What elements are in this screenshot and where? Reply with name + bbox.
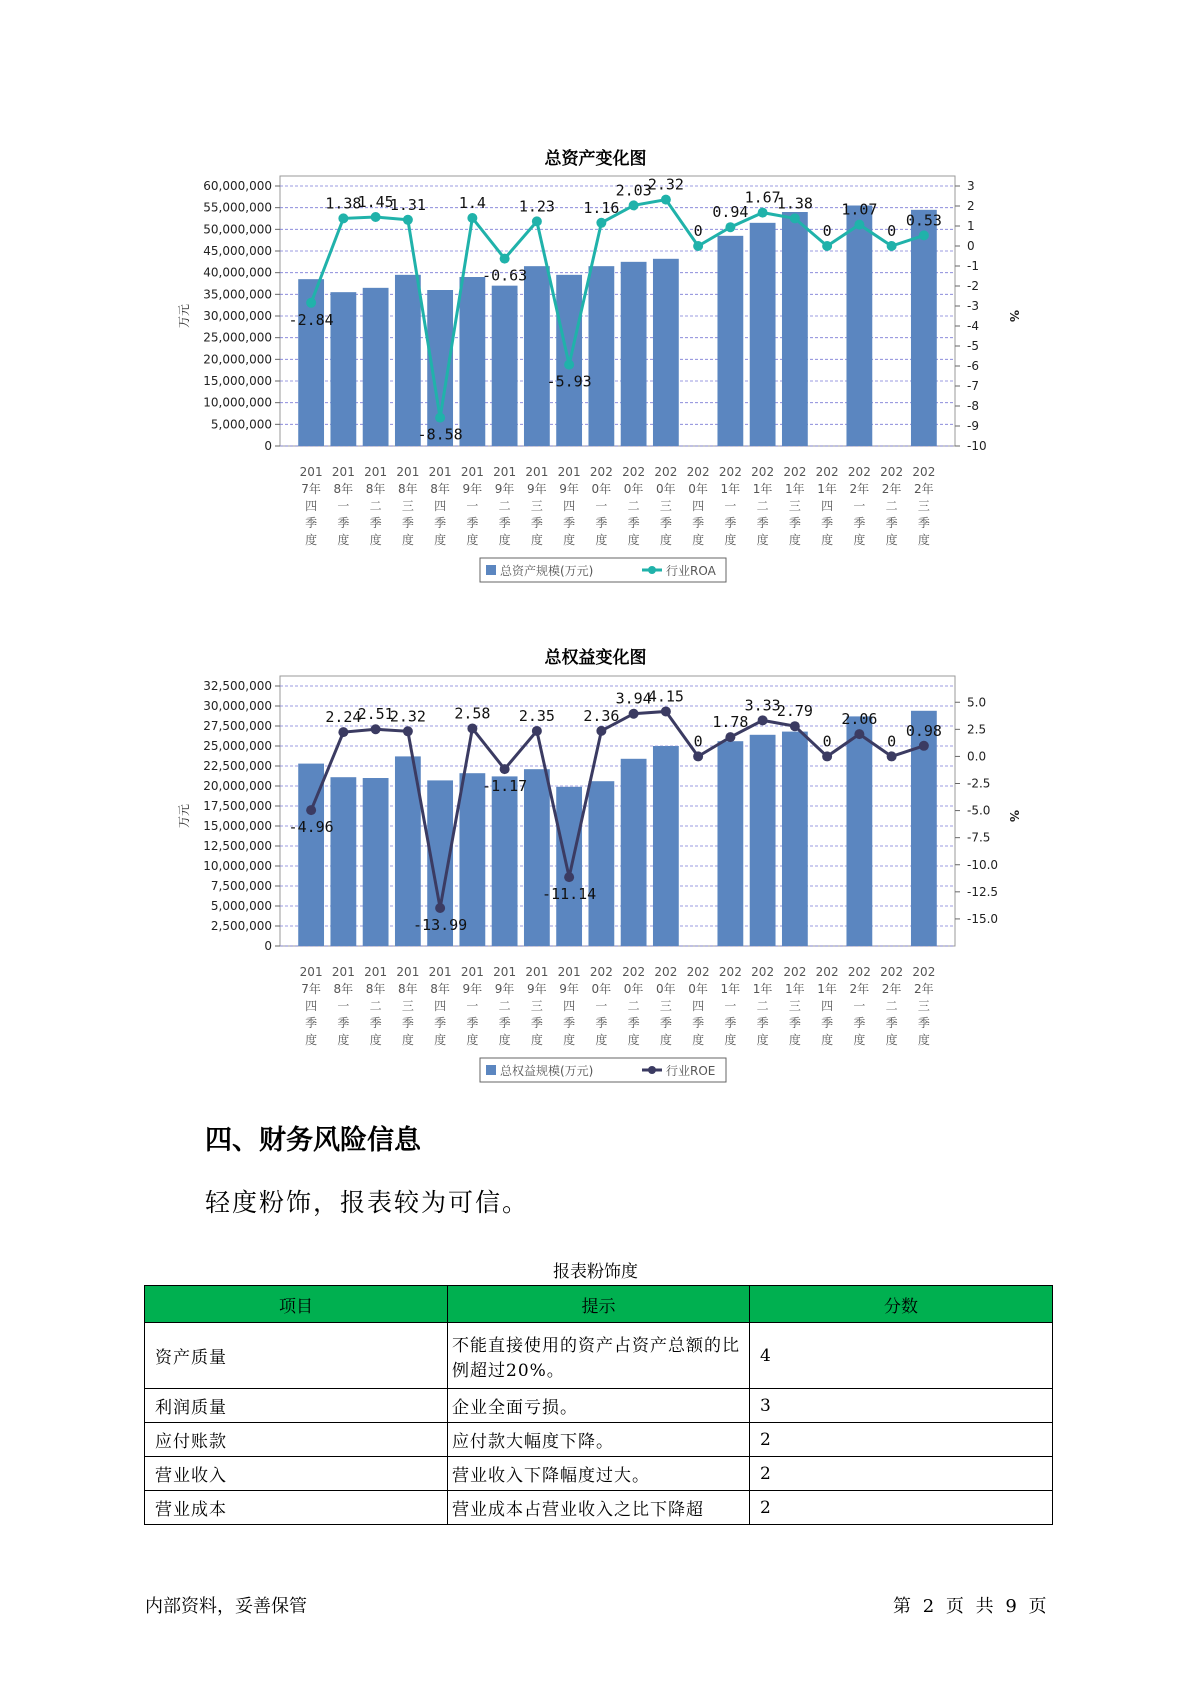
data-point bbox=[435, 413, 445, 423]
data-label: 1.78 bbox=[712, 713, 749, 732]
data-label: -13.99 bbox=[413, 915, 468, 934]
bar bbox=[395, 275, 421, 446]
risk-table bbox=[144, 1285, 1053, 1525]
x-tick-label: 201 9年三季度 bbox=[525, 465, 549, 547]
row-score: 2 bbox=[750, 1491, 1053, 1525]
data-point bbox=[661, 706, 671, 716]
x-tick-label: 201 9年三季度 bbox=[525, 965, 549, 1047]
data-label: -1.17 bbox=[482, 777, 528, 796]
row-hint: 营业成本占营业收入之比下降超 bbox=[448, 1491, 750, 1525]
y2-tick-label: -9 bbox=[967, 419, 979, 433]
bar bbox=[846, 206, 872, 447]
y-axis-title: 万元 bbox=[177, 803, 191, 829]
data-label: 2.35 bbox=[518, 706, 555, 725]
x-tick-label: 202 0年一季度 bbox=[589, 965, 613, 1047]
data-label: 0 bbox=[822, 222, 832, 240]
row-item: 利润质量 bbox=[145, 1389, 448, 1423]
data-point bbox=[758, 208, 768, 218]
data-point bbox=[854, 220, 864, 230]
x-tick-label: 202 0年四季度 bbox=[686, 965, 710, 1047]
asset-chart-title: 总资产变化图 bbox=[544, 149, 647, 169]
equity-chart bbox=[0, 670, 1191, 1100]
y-tick-label: 0 bbox=[264, 439, 272, 453]
y2-tick-label: 0 bbox=[967, 239, 975, 253]
x-tick-label: 202 1年二季度 bbox=[751, 465, 775, 547]
table-row bbox=[145, 1491, 1053, 1525]
table-row bbox=[145, 1457, 1053, 1491]
data-point bbox=[338, 727, 348, 737]
x-tick-label: 201 8年四季度 bbox=[428, 965, 452, 1047]
x-tick-label: 202 1年二季度 bbox=[751, 965, 775, 1047]
bar bbox=[653, 746, 679, 946]
data-point bbox=[403, 726, 413, 736]
row-hint: 营业收入下降幅度过大。 bbox=[448, 1457, 750, 1491]
data-point bbox=[564, 360, 574, 370]
legend-bar-label: 总权益规模(万元) bbox=[500, 1064, 594, 1078]
footer-left: 内部资料，妥善保管 bbox=[145, 1596, 307, 1617]
data-point bbox=[596, 218, 606, 228]
y-tick-label: 7,500,000 bbox=[210, 879, 272, 893]
data-point bbox=[532, 216, 542, 226]
data-label: 2.32 bbox=[647, 175, 684, 194]
x-tick-label: 202 0年三季度 bbox=[654, 965, 678, 1047]
data-label: 1.4 bbox=[458, 194, 486, 212]
bar bbox=[330, 777, 356, 946]
data-label: 1.31 bbox=[389, 195, 426, 214]
y2-axis-title: % bbox=[1007, 309, 1021, 323]
data-label: 2.79 bbox=[776, 702, 813, 721]
y-tick-label: 50,000,000 bbox=[203, 222, 272, 237]
data-point bbox=[532, 726, 542, 736]
y2-tick-label: 0.0 bbox=[967, 749, 987, 764]
data-label: 0.98 bbox=[905, 721, 942, 740]
legend-line-label: 行业ROA bbox=[666, 564, 716, 578]
row-hint: 不能直接使用的资产占资产总额的比例超过20%。 bbox=[448, 1323, 750, 1389]
data-point bbox=[693, 241, 703, 251]
y2-tick-label: 2.5 bbox=[967, 722, 987, 737]
x-tick-label: 201 8年一季度 bbox=[331, 965, 355, 1047]
y2-tick-label: -1 bbox=[967, 259, 979, 273]
data-label: 2.36 bbox=[583, 706, 620, 725]
data-point bbox=[306, 298, 316, 308]
header-hint: 提示 bbox=[448, 1286, 750, 1323]
bar bbox=[717, 741, 743, 946]
data-label: 0 bbox=[693, 222, 703, 240]
row-score: 2 bbox=[750, 1457, 1053, 1491]
row-score: 2 bbox=[750, 1423, 1053, 1457]
x-tick-label: 202 1年三季度 bbox=[783, 965, 807, 1047]
data-label: 0 bbox=[822, 732, 832, 751]
row-item: 营业成本 bbox=[145, 1491, 448, 1525]
bar bbox=[363, 288, 389, 446]
row-score: 3 bbox=[750, 1389, 1053, 1423]
data-label: 1.45 bbox=[357, 193, 394, 211]
y-axis-title: 万元 bbox=[177, 303, 191, 329]
legend-line-marker bbox=[648, 566, 656, 574]
footer-page-number: 第 2 页 共 9 页 bbox=[893, 1596, 1047, 1617]
data-point bbox=[500, 254, 510, 264]
x-tick-label: 202 0年二季度 bbox=[622, 965, 646, 1047]
data-point bbox=[467, 723, 477, 733]
data-point bbox=[371, 724, 381, 734]
data-point bbox=[790, 721, 800, 731]
y-tick-label: 30,000,000 bbox=[203, 309, 272, 323]
x-tick-label: 201 7年四季度 bbox=[299, 965, 323, 1047]
data-point bbox=[693, 751, 703, 761]
y2-tick-label: -10 bbox=[967, 439, 987, 453]
data-label: 2.32 bbox=[389, 707, 426, 726]
data-point bbox=[306, 805, 316, 815]
x-tick-label: 201 7年四季度 bbox=[299, 465, 323, 547]
header-score: 分数 bbox=[750, 1286, 1053, 1323]
row-item: 资产质量 bbox=[145, 1323, 448, 1389]
data-label: 2.06 bbox=[841, 710, 878, 729]
row-hint: 应付款大幅度下降。 bbox=[448, 1423, 750, 1457]
x-tick-label: 201 8年一季度 bbox=[331, 465, 355, 547]
bar bbox=[653, 259, 679, 446]
data-point bbox=[596, 726, 606, 736]
y-tick-label: 40,000,000 bbox=[203, 265, 272, 280]
data-point bbox=[822, 751, 832, 761]
y-tick-label: 17,500,000 bbox=[203, 799, 272, 813]
x-tick-label: 201 9年二季度 bbox=[493, 965, 517, 1047]
y-tick-label: 22,500,000 bbox=[203, 759, 272, 773]
data-label: 0.94 bbox=[712, 203, 749, 222]
x-tick-label: 201 9年一季度 bbox=[460, 965, 484, 1047]
data-label: 1.23 bbox=[518, 197, 555, 216]
y2-tick-label: -2.5 bbox=[967, 776, 991, 791]
x-tick-label: 202 1年三季度 bbox=[783, 465, 807, 547]
table-caption: 报表粉饰度 bbox=[553, 1262, 638, 1282]
y-tick-label: 32,500,000 bbox=[203, 679, 272, 693]
y-tick-label: 0 bbox=[264, 939, 272, 953]
y-tick-label: 5,000,000 bbox=[210, 417, 272, 432]
data-label: 0 bbox=[887, 222, 897, 240]
data-point bbox=[790, 213, 800, 223]
data-point bbox=[887, 751, 897, 761]
data-label: 1.07 bbox=[841, 200, 878, 219]
data-point bbox=[500, 764, 510, 774]
data-label: 0 bbox=[887, 732, 897, 751]
y-tick-label: 12,500,000 bbox=[203, 839, 272, 853]
table-header-row bbox=[145, 1286, 1053, 1323]
data-label: 0 bbox=[693, 732, 703, 751]
y2-tick-label: 2 bbox=[967, 199, 975, 213]
y-tick-label: 27,500,000 bbox=[203, 719, 272, 733]
x-tick-label: 201 8年三季度 bbox=[396, 965, 420, 1047]
legend-bar-label: 总资产规模(万元) bbox=[500, 564, 594, 578]
y-tick-label: 20,000,000 bbox=[203, 779, 272, 793]
data-point bbox=[725, 732, 735, 742]
section-heading: 四、财务风险信息 bbox=[205, 1125, 421, 1156]
data-point bbox=[887, 241, 897, 251]
y2-tick-label: -5 bbox=[967, 339, 979, 353]
y2-tick-label: -2 bbox=[967, 279, 979, 293]
legend-line-label: 行业ROE bbox=[666, 1064, 716, 1078]
data-label: 2.51 bbox=[357, 705, 394, 724]
x-tick-label: 201 8年二季度 bbox=[364, 465, 388, 547]
y-tick-label: 2,500,000 bbox=[210, 919, 272, 933]
data-point bbox=[564, 872, 574, 882]
data-point bbox=[919, 230, 929, 240]
data-point bbox=[403, 215, 413, 225]
data-point bbox=[629, 200, 639, 210]
x-tick-label: 202 2年一季度 bbox=[847, 965, 871, 1047]
y-tick-label: 25,000,000 bbox=[203, 739, 272, 753]
bar bbox=[330, 292, 356, 446]
data-point bbox=[629, 709, 639, 719]
x-tick-label: 202 1年四季度 bbox=[815, 965, 839, 1047]
data-label: -5.93 bbox=[546, 372, 592, 391]
data-point bbox=[371, 212, 381, 222]
data-label: 2.24 bbox=[325, 708, 362, 727]
x-tick-label: 202 0年四季度 bbox=[686, 465, 710, 547]
x-tick-label: 201 9年四季度 bbox=[557, 965, 581, 1047]
data-point bbox=[919, 741, 929, 751]
bar bbox=[524, 266, 550, 446]
y-tick-label: 10,000,000 bbox=[203, 395, 272, 410]
data-label: 0.53 bbox=[905, 211, 942, 230]
y2-tick-label: 1 bbox=[967, 219, 975, 233]
row-item: 应付账款 bbox=[145, 1423, 448, 1457]
bar bbox=[750, 735, 776, 946]
data-point bbox=[338, 213, 348, 223]
bar bbox=[782, 732, 808, 946]
data-label: 3.33 bbox=[744, 696, 781, 715]
y2-tick-label: -5.0 bbox=[967, 803, 991, 818]
y2-tick-label: -6 bbox=[967, 359, 979, 373]
x-tick-label: 202 2年三季度 bbox=[912, 465, 936, 547]
y2-axis-title: % bbox=[1007, 809, 1021, 823]
legend-line-marker bbox=[648, 1066, 656, 1074]
y2-tick-label: 3 bbox=[967, 179, 975, 193]
data-point bbox=[725, 222, 735, 232]
data-point bbox=[854, 729, 864, 739]
bar bbox=[363, 778, 389, 946]
y2-tick-label: -10.0 bbox=[967, 857, 999, 872]
data-point bbox=[822, 241, 832, 251]
y-tick-label: 55,000,000 bbox=[203, 200, 272, 215]
x-tick-label: 201 9年一季度 bbox=[460, 465, 484, 547]
legend-bar-swatch bbox=[486, 565, 496, 575]
bar bbox=[717, 236, 743, 446]
y-tick-label: 45,000,000 bbox=[203, 244, 272, 258]
data-label: -8.58 bbox=[417, 425, 463, 444]
bar bbox=[556, 787, 582, 946]
y-tick-label: 20,000,000 bbox=[203, 352, 272, 367]
y2-tick-label: -7.5 bbox=[967, 830, 991, 845]
x-tick-label: 202 0年三季度 bbox=[654, 465, 678, 547]
y-tick-label: 25,000,000 bbox=[203, 330, 272, 345]
y2-tick-label: -15.0 bbox=[967, 911, 999, 926]
bar bbox=[459, 277, 485, 446]
bar bbox=[492, 286, 518, 446]
bar bbox=[782, 212, 808, 446]
y2-tick-label: -4 bbox=[967, 319, 979, 333]
bar bbox=[846, 716, 872, 946]
y-tick-label: 10,000,000 bbox=[203, 859, 272, 873]
y2-tick-label: 5.0 bbox=[967, 695, 987, 710]
x-tick-label: 202 0年一季度 bbox=[589, 465, 613, 547]
bar bbox=[492, 776, 518, 946]
row-item: 营业收入 bbox=[145, 1457, 448, 1491]
y-tick-label: 60,000,000 bbox=[203, 179, 272, 193]
y2-tick-label: -12.5 bbox=[967, 884, 999, 899]
bar bbox=[524, 769, 550, 946]
bar bbox=[911, 210, 937, 446]
y-tick-label: 30,000,000 bbox=[203, 699, 272, 713]
data-label: 1.38 bbox=[776, 194, 813, 213]
x-tick-label: 202 2年二季度 bbox=[880, 965, 904, 1047]
x-tick-label: 201 8年三季度 bbox=[396, 465, 420, 547]
x-tick-label: 202 2年三季度 bbox=[912, 965, 936, 1047]
x-tick-label: 202 1年四季度 bbox=[815, 465, 839, 547]
y-tick-label: 15,000,000 bbox=[203, 374, 272, 388]
data-label: 2.03 bbox=[615, 181, 652, 200]
data-label: 1.16 bbox=[583, 198, 620, 217]
x-tick-label: 202 2年一季度 bbox=[847, 465, 871, 547]
header-item: 项目 bbox=[145, 1286, 448, 1323]
table-row bbox=[145, 1323, 1053, 1389]
data-label: 3.94 bbox=[615, 689, 652, 708]
legend-bar-swatch bbox=[486, 1065, 496, 1075]
y2-tick-label: -3 bbox=[967, 299, 979, 313]
bar bbox=[621, 262, 647, 446]
data-label: -4.96 bbox=[288, 818, 334, 837]
data-label: -11.14 bbox=[542, 885, 597, 904]
bar bbox=[588, 781, 614, 946]
y2-tick-label: -7 bbox=[967, 379, 979, 393]
row-hint: 企业全面亏损。 bbox=[448, 1389, 750, 1423]
data-point bbox=[758, 715, 768, 725]
x-tick-label: 202 1年一季度 bbox=[718, 465, 742, 547]
y2-tick-label: -8 bbox=[967, 399, 979, 413]
data-point bbox=[467, 213, 477, 223]
y-tick-label: 5,000,000 bbox=[210, 899, 272, 913]
bar bbox=[588, 266, 614, 446]
row-score: 4 bbox=[750, 1323, 1053, 1389]
data-label: -0.63 bbox=[482, 266, 528, 285]
data-label: 1.38 bbox=[325, 194, 362, 213]
table-row bbox=[145, 1423, 1053, 1457]
data-point bbox=[661, 195, 671, 205]
data-label: 2.58 bbox=[454, 704, 491, 723]
data-label: 4.15 bbox=[647, 687, 684, 706]
bar bbox=[621, 759, 647, 946]
summary-text: 轻度粉饰，报表较为可信。 bbox=[205, 1188, 530, 1217]
x-tick-label: 201 8年二季度 bbox=[364, 965, 388, 1047]
x-tick-label: 201 9年二季度 bbox=[493, 465, 517, 547]
data-point bbox=[435, 903, 445, 913]
x-tick-label: 202 2年二季度 bbox=[880, 465, 904, 547]
table-row bbox=[145, 1389, 1053, 1423]
x-tick-label: 201 9年四季度 bbox=[557, 465, 581, 547]
x-tick-label: 201 8年四季度 bbox=[428, 465, 452, 547]
x-tick-label: 202 1年一季度 bbox=[718, 965, 742, 1047]
data-label: -2.84 bbox=[288, 310, 334, 329]
bar bbox=[750, 223, 776, 446]
asset-chart bbox=[0, 170, 1191, 600]
data-label: 1.67 bbox=[744, 188, 781, 207]
x-tick-label: 202 0年二季度 bbox=[622, 465, 646, 547]
equity-chart-title: 总权益变化图 bbox=[544, 648, 647, 668]
y-tick-label: 15,000,000 bbox=[203, 819, 272, 833]
y-tick-label: 35,000,000 bbox=[203, 287, 272, 302]
